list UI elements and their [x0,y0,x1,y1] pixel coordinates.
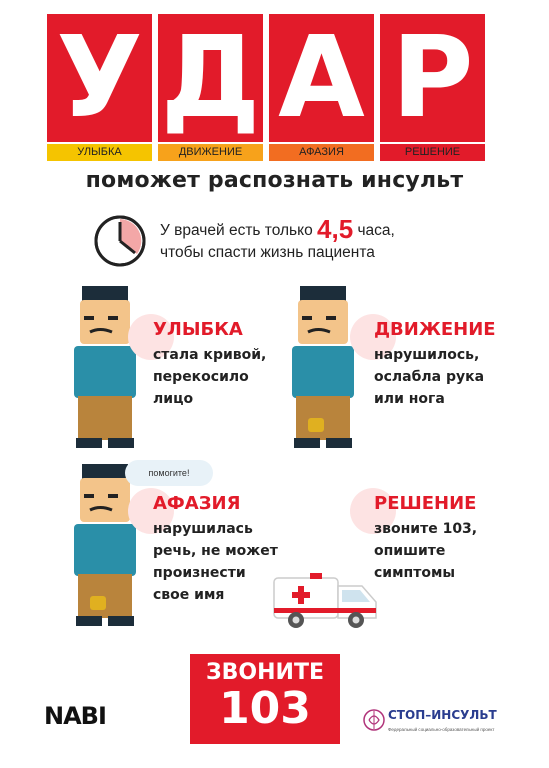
symptom-text-movement: нарушилось, ослабла рука или нога [374,347,485,407]
letter-u: У [47,14,152,142]
symptom-title-smile: УЛЫБКА [153,319,243,340]
cta-line1: ЗВОНИТЕ [206,660,324,685]
speech-bubble: помогите! [125,460,213,486]
info-text [160,214,480,264]
symptom-title-movement: ДВИЖЕНИЕ [374,319,496,340]
call-103-banner [190,654,340,744]
person-smile-icon [60,282,160,457]
cta-number: 103 [219,683,311,734]
stop-insult-title: СТОП–ИНСУЛЬТ [388,708,497,722]
info-hours: 4,5 [317,214,354,244]
symptom-text-decision: звоните 103, опишите симптомы [374,521,478,581]
person-movement-icon [278,282,378,457]
letter-a: А [269,14,374,142]
word-ulybka: УЛЫБКА [47,144,152,161]
brain-icon [363,708,385,732]
info-line1-pre: У врачей есть только [160,222,313,239]
symptom-title-aphasia: АФАЗИЯ [153,493,241,514]
info-line2: чтобы спасти жизнь пациента [160,244,375,261]
symptom-text-smile: стала кривой, перекосило лицо [153,347,267,407]
letter-d: Д [158,14,263,142]
ambulance-icon [270,570,382,632]
letter-r: Р [380,14,485,142]
info-line1-post: часа, [357,222,395,239]
stop-insult-subtitle: Федеральный социально-образовательный проект [388,727,495,732]
nabi-logo: NABI [44,702,106,730]
person-aphasia-icon [60,460,160,635]
clock-icon [93,214,147,268]
symptom-text-aphasia: нарушилась речь, не может произнести свое имя [153,521,278,603]
symptom-title-decision: РЕШЕНИЕ [374,493,477,514]
word-dvizhenie: ДВИЖЕНИЕ [158,144,263,161]
subtitle: поможет распознать инсульт [85,168,464,193]
word-reshenie: РЕШЕНИЕ [380,144,485,161]
word-afaziya: АФАЗИЯ [269,144,374,161]
